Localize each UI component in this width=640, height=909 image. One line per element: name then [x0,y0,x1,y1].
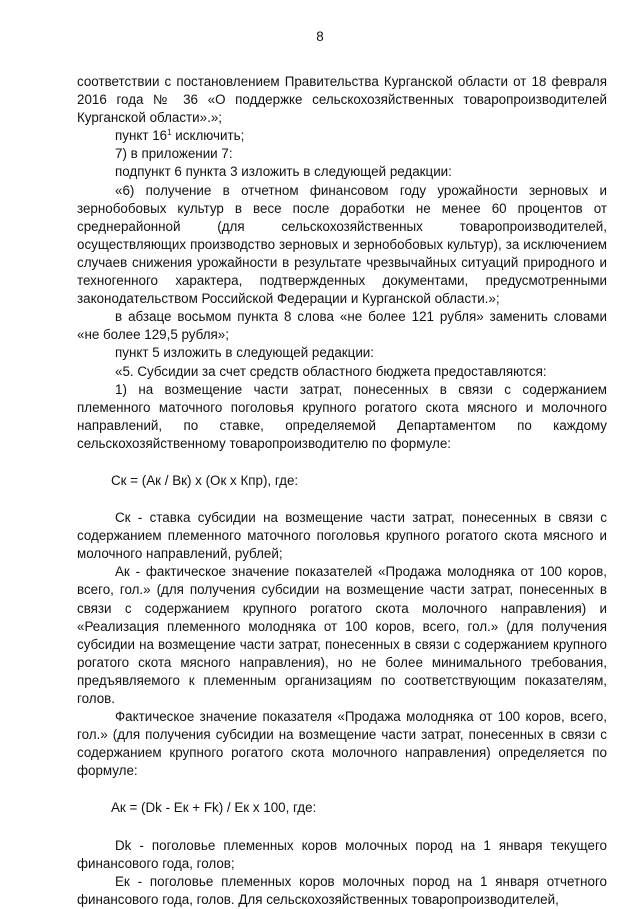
paragraph: Dk - поголовье племенных коров молочных пород на 1 января текущего финансового года, голов; [77,837,607,871]
paragraph: 1) на возмещение части затрат, понесенных в связи с содержанием племенного маточного поголовья крупного рогатого скота мясного и молочного направлений, по ставке, определяемой Департаментом по каждому сельскохозяйственному товаропроизводителю по формуле: [77,381,607,451]
document-body [77,73,607,909]
paragraph: Ек - поголовье племенных коров молочных пород на 1 января отчетного финансового года, голов. Для сельскохозяйственных товаропроизводителей, [77,873,607,907]
paragraph [77,127,607,145]
paragraph: в абзаце восьмом пункта 8 слова «не более 121 рубля» заменить словами «не более 129,5 рубля»; [77,309,607,343]
formula: Ск = (Ак / Вк) х (Ок х Кпр), где: [111,472,299,488]
paragraph: 7) в приложении 7: [115,146,233,162]
paragraph: подпункт 6 пункта 3 изложить в следующей редакции: [115,164,452,180]
paragraph: соответствии с постановлением Правительства Курганской области от 18 февраля 2016 года № 36 «О поддержке сельскохозяйственных товаропроизводителей Курганской области».»; [77,74,607,126]
page-number: 8 [316,29,324,44]
paragraph: Ск - ставка субсидии на возмещение части затрат, понесенных в связи с содержанием племенного маточного поголовья крупного рогатого скота мясного и молочного направлений, рублей; [77,510,607,562]
paragraph: Ак - фактическое значение показателей «Продажа молодняка от 100 коров, всего, гол.» (для получения субсидии на возмещение части затрат, понесенных в связи с содержанием крупного рогатого скота молочного направления) и «Реализация племенного молодняка от 100 коров, всего, гол.» (для получения субсидии на возмещение части затрат, понесенных в связи с содержанием крупного рогатого скота мясного направления), но не более минимального требования, предъявляемого к племенным организациям по соответствующим показателям, голов. [77,564,607,706]
paragraph: Фактическое значение показателя «Продажа молодняка от 100 коров, всего, гол.» (для получения субсидии на возмещение части затрат, понесенных в связи с содержанием крупного рогатого скота молочного направления) определяется по формуле: [77,709,607,779]
paragraph-text: пункт 16 [115,128,168,144]
paragraph: «5. Субсидии за счет средств областного бюджета предоставляются: [115,363,547,379]
superscript: 1 [167,128,172,138]
paragraph-text: исключить; [171,128,245,144]
paragraph: пункт 5 изложить в следующей редакции: [115,345,374,361]
formula: Ак = (Dk - Ек + Fk) / Ек х 100, где: [111,800,317,816]
paragraph: «6) получение в отчетном финансовом году урожайности зерновых и зернобобовых культур в весе после доработки не менее 60 процентов от среднерайонной (для сельскохозяйственных товаропроизводителей, осуществляющих производство зерновых и зернобобовых культур), за исключением случаев снижения урожайности в результате чрезвычайных ситуаций природного и техногенного характера, подтвержденных документами, предусмотренными законодательством Российской Федерации и Курганской области.»; [77,182,607,307]
